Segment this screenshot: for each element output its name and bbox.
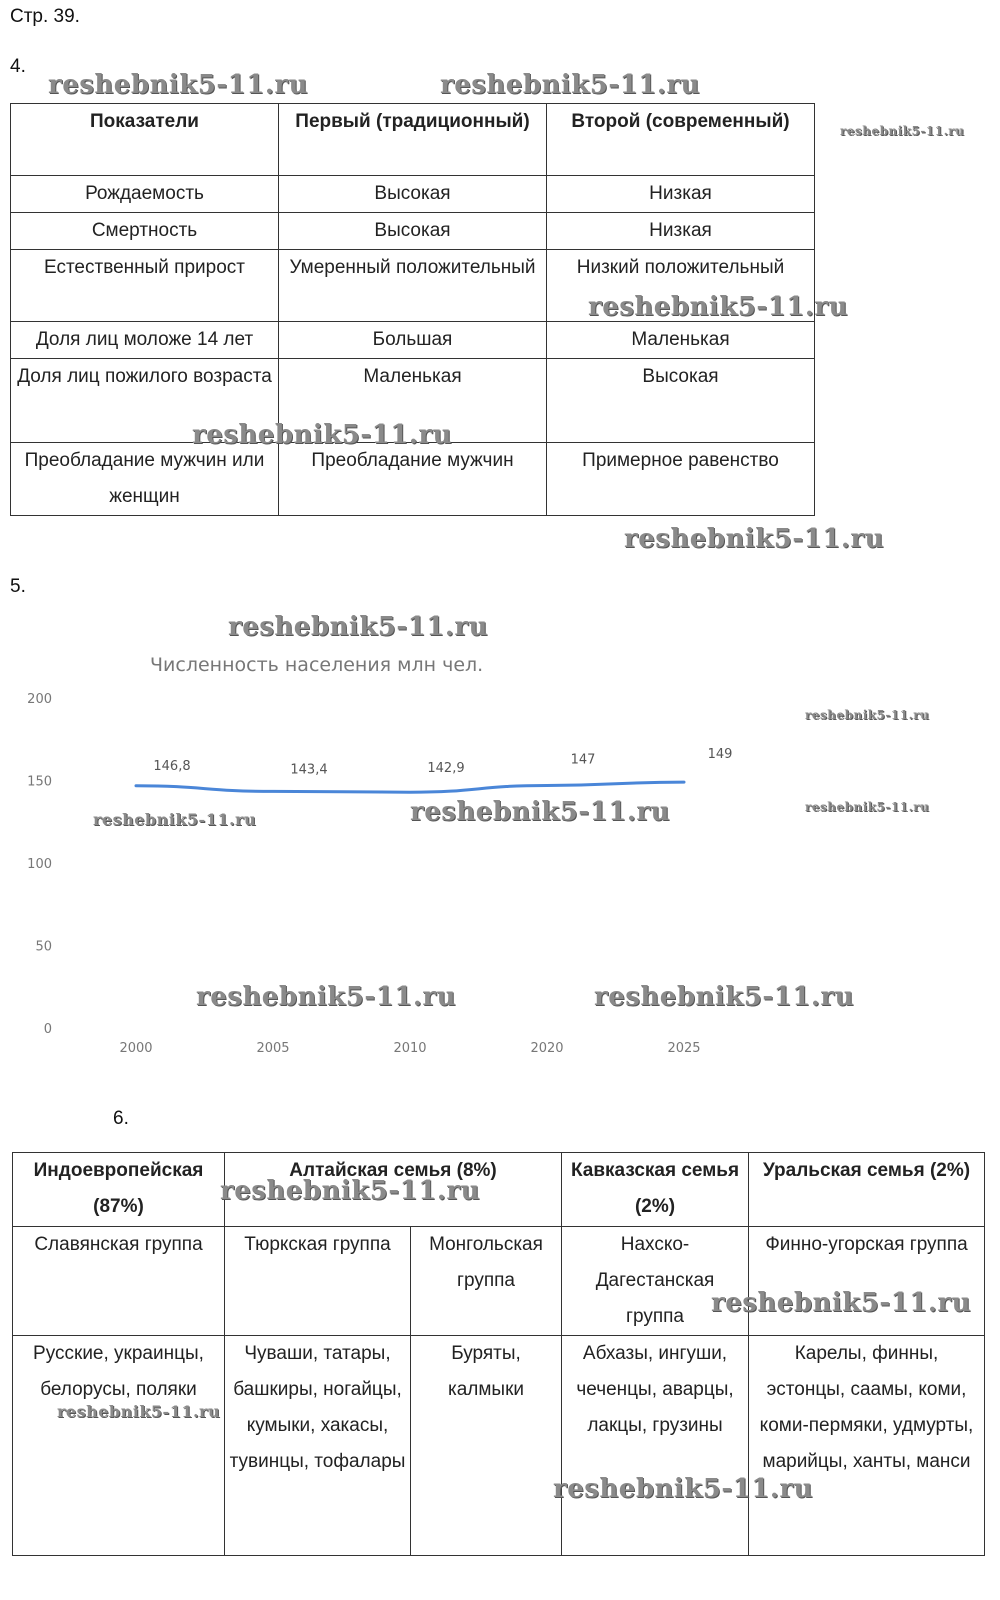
task5-number: 5. [10,576,26,597]
table-cell: Высокая [279,213,547,250]
table-cell: Преобладание мужчин или женщин [11,443,279,516]
x-tick-label: 2010 [393,1041,427,1056]
table-cell: Низкая [547,213,815,250]
table-row-peoples [13,1336,985,1556]
watermark: reshebnik5-11.ru [93,810,257,829]
task6-number: 6. [113,1108,129,1129]
table-cell: Высокая [547,359,815,443]
table-cell: Большая [279,322,547,359]
table-cell: Доля лиц пожилого возраста [11,359,279,443]
table-cell: Примерное равенство [547,443,815,516]
task4-number: 4. [10,56,26,77]
data-label: 149 [707,747,733,763]
y-tick-label: 200 [27,692,52,707]
x-tick-label: 2025 [667,1041,701,1056]
family-header-uralic: Уральская семья (2%) [749,1153,985,1227]
peoples-finno-ugric: Карелы, финны, эстонцы, саамы, коми, коми-пермяки, удмурты, марийцы, ханты, манси [749,1336,985,1556]
peoples-mongolic: Буряты, калмыки [411,1336,562,1556]
table-header-row [11,104,815,176]
table-cell: Высокая [279,176,547,213]
y-tick-label: 50 [35,939,52,955]
y-tick-label: 100 [27,857,52,872]
watermark: reshebnik5-11.ru [553,1474,814,1504]
watermark: reshebnik5-11.ru [594,982,855,1012]
watermark: reshebnik5-11.ru [440,70,701,100]
peoples-nakh-dagestanian: Абхазы, ингуши, чеченцы, аварцы, лакцы, грузины [562,1336,749,1556]
table-cell: Естественный прирост [11,250,279,322]
table-cell: Маленькая [547,322,815,359]
x-tick-label: 2005 [256,1041,290,1056]
column-header-indicators: Показатели [11,104,279,176]
group-turkic: Тюркская группа [225,1227,411,1336]
group-nakh-dagestanian: Нахско-Дагестанская группа [562,1227,749,1336]
data-label: 147 [570,752,596,768]
data-label: 143,4 [290,762,328,778]
table-cell: Маленькая [279,359,547,443]
x-tick-label: 2020 [530,1041,564,1056]
page-label: Стр. 39. [10,6,80,27]
watermark: reshebnik5-11.ru [588,292,849,322]
column-header-traditional: Первый (традиционный) [279,104,547,176]
table-cell: Низкая [547,176,815,213]
table-cell: Рождаемость [11,176,279,213]
watermark: reshebnik5-11.ru [805,800,930,814]
watermark: reshebnik5-11.ru [840,124,965,138]
table-header-row [13,1153,985,1227]
watermark: reshebnik5-11.ru [48,70,309,100]
data-label: 142,9 [427,761,465,777]
group-slavic: Славянская группа [13,1227,225,1336]
table-row [11,322,815,359]
watermark: reshebnik5-11.ru [228,612,489,642]
family-header-altaic: Алтайская семья (8%) [225,1153,562,1227]
watermark: reshebnik5-11.ru [624,524,885,554]
table-cell: Доля лиц моложе 14 лет [11,322,279,359]
data-label: 146,8 [153,758,191,774]
watermark: reshebnik5-11.ru [805,708,930,722]
peoples-turkic: Чуваши, татары, башкиры, ногайцы, кумыки, хакасы, тувинцы, тофалары [225,1336,411,1556]
peoples-slavic: Русские, украинцы, белорусы, поляки [13,1336,225,1556]
x-tick-label: 2000 [119,1041,153,1056]
table-cell: Смертность [11,213,279,250]
table-row [11,213,815,250]
table-row [11,443,815,516]
watermark: reshebnik5-11.ru [192,420,453,450]
family-header-indo-european: Индоевропейская (87%) [13,1153,225,1227]
table-cell: Умеренный положительный [279,250,547,322]
watermark: reshebnik5-11.ru [711,1288,972,1318]
y-tick-label: 0 [43,1022,52,1037]
language-families-table [12,1152,985,1556]
table-cell: Низкий положительный [547,250,815,322]
group-mongolic: Монгольская группа [411,1227,562,1336]
watermark: reshebnik5-11.ru [220,1176,481,1206]
watermark: reshebnik5-11.ru [57,1402,221,1421]
series-line [136,782,684,792]
chart-title: Численность населения млн чел. [150,654,484,676]
group-finno-ugric: Финно-угорская группа [749,1227,985,1336]
column-header-modern: Второй (современный) [547,104,815,176]
table-row [11,176,815,213]
table-cell: Преобладание мужчин [279,443,547,516]
watermark: reshebnik5-11.ru [410,797,671,827]
watermark: reshebnik5-11.ru [196,982,457,1012]
family-header-caucasian: Кавказская семья (2%) [562,1153,749,1227]
y-tick-label: 150 [27,774,52,790]
table-row-groups [13,1227,985,1336]
